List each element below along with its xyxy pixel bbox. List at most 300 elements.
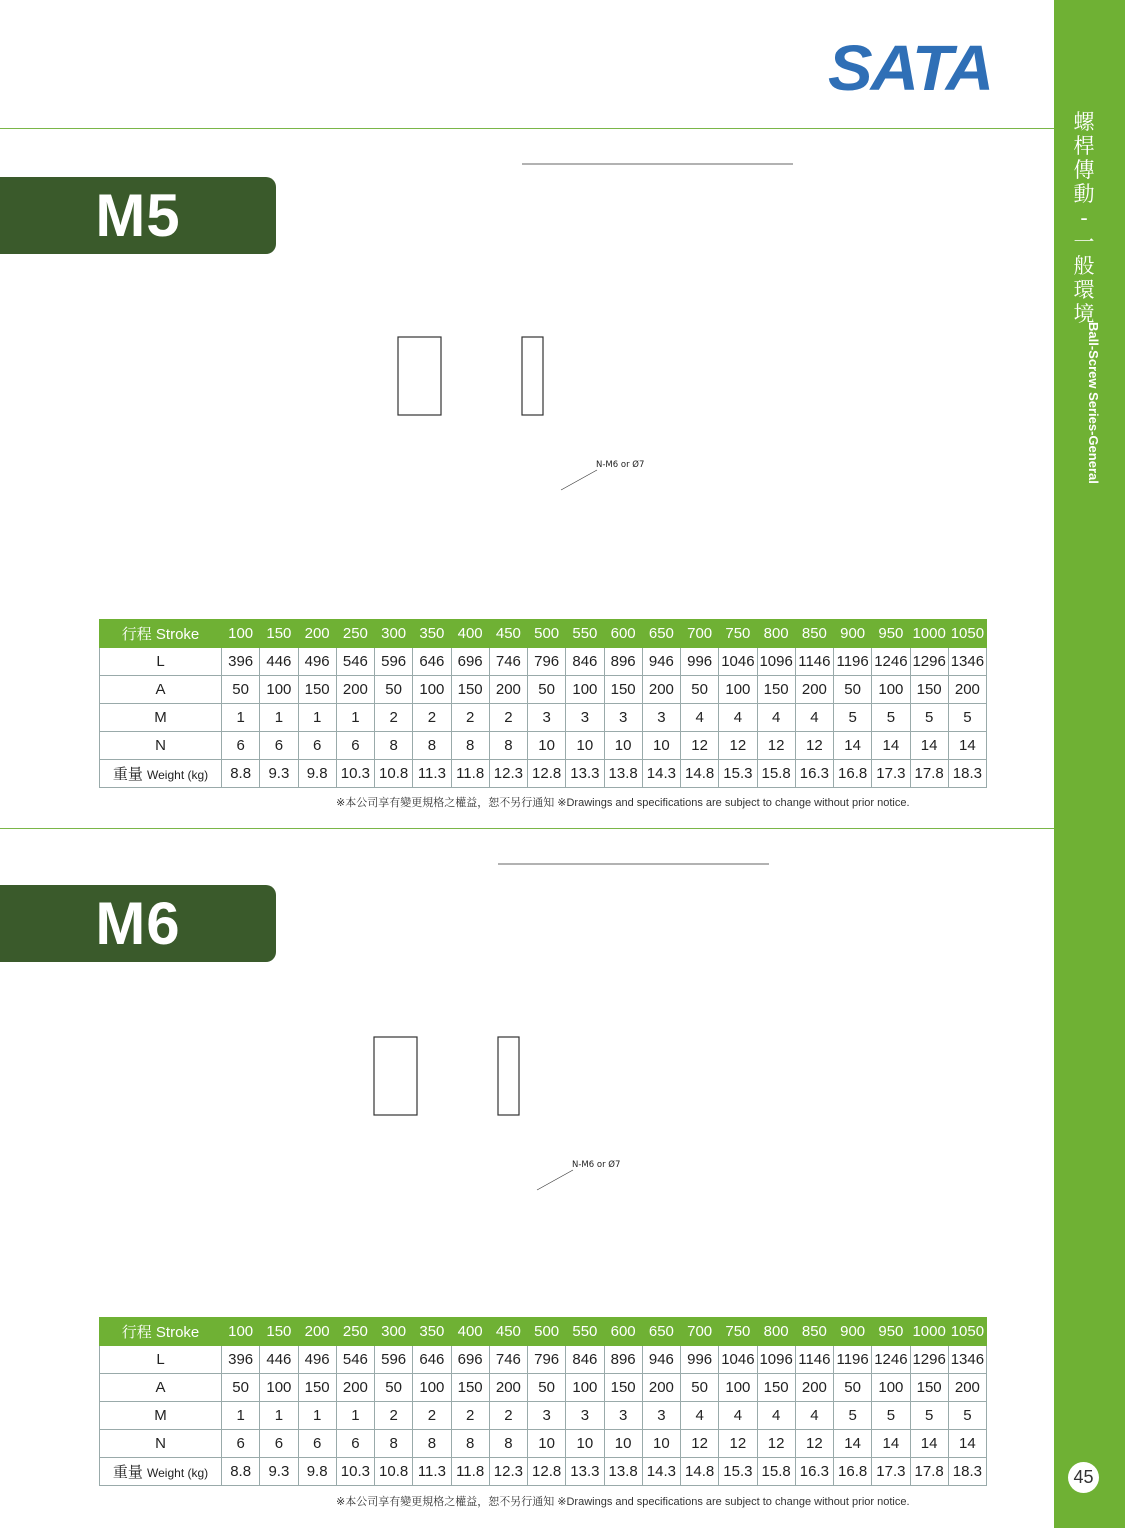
header-label: 行程 Stroke	[100, 620, 222, 648]
table-cell: 150	[451, 1374, 489, 1402]
stroke-header-cell: 300	[375, 620, 413, 648]
table-cell: 17.8	[910, 1458, 948, 1486]
table-row	[100, 1430, 987, 1458]
stroke-header-cell: 550	[566, 1318, 604, 1346]
table-cell: 200	[336, 676, 374, 704]
table-cell: 10.8	[375, 760, 413, 788]
table-cell: 150	[604, 1374, 642, 1402]
table-cell: 100	[413, 1374, 451, 1402]
table-cell: 5	[872, 704, 910, 732]
table-cell: 10	[642, 732, 680, 760]
table-cell: 396	[222, 1346, 260, 1374]
stroke-header-cell: 650	[642, 620, 680, 648]
row-label-text: A	[155, 681, 166, 698]
table-cell: 9.3	[260, 760, 298, 788]
table-cell: 100	[719, 676, 757, 704]
table-cell: 200	[948, 676, 986, 704]
sidebar-char: -	[1080, 206, 1088, 230]
table-cell: 6	[222, 732, 260, 760]
table-cell: 200	[642, 1374, 680, 1402]
table-cell: 446	[260, 1346, 298, 1374]
stroke-header-cell: 250	[336, 1318, 374, 1346]
stroke-header-cell: 900	[834, 620, 872, 648]
table-cell: 396	[222, 648, 260, 676]
table-cell: 10.3	[336, 1458, 374, 1486]
table-cell: 1146	[795, 648, 833, 676]
table-cell: 2	[413, 1402, 451, 1430]
table-cell: 8	[489, 1430, 527, 1458]
n-m6-label: N-M6 or Ø7	[572, 1160, 621, 1170]
table-cell: 746	[489, 648, 527, 676]
table-cell: 3	[566, 704, 604, 732]
table-cell: 1246	[872, 648, 910, 676]
table-cell: 100	[260, 1374, 298, 1402]
stroke-header-cell: 100	[222, 620, 260, 648]
table-cell: 5	[910, 1402, 948, 1430]
table-cell: 496	[298, 648, 336, 676]
table-cell: 14.8	[681, 1458, 719, 1486]
table-cell: 6	[336, 732, 374, 760]
table-row	[100, 732, 987, 760]
table-cell: 12	[757, 732, 795, 760]
table-cell: 10.8	[375, 1458, 413, 1486]
stroke-header-cell: 750	[719, 620, 757, 648]
table-cell: 150	[604, 676, 642, 704]
table-cell: 8	[489, 732, 527, 760]
table-cell: 1	[222, 704, 260, 732]
table-cell: 14.3	[642, 760, 680, 788]
table-cell: 16.8	[834, 1458, 872, 1486]
table-cell: 12.3	[489, 760, 527, 788]
row-label-text: N	[155, 737, 166, 754]
table-cell: 13.3	[566, 1458, 604, 1486]
page-number: 45	[1068, 1462, 1099, 1493]
table-cell: 896	[604, 648, 642, 676]
table-cell: 1346	[948, 648, 986, 676]
table-cell: 200	[336, 1374, 374, 1402]
sidebar-title-en: Ball-Screw Series-General	[1086, 322, 1101, 484]
table-cell: 150	[298, 676, 336, 704]
table-cell: 18.3	[948, 760, 986, 788]
table-cell: 646	[413, 1346, 451, 1374]
table-cell: 6	[298, 1430, 336, 1458]
table-cell: 100	[566, 1374, 604, 1402]
row-label	[100, 704, 222, 732]
table-cell: 17.8	[910, 760, 948, 788]
table-row	[100, 704, 987, 732]
table-header-row	[100, 1318, 987, 1346]
table-cell: 10	[566, 732, 604, 760]
end-view	[398, 337, 441, 415]
table-cell: 1196	[834, 648, 872, 676]
row-label	[100, 760, 222, 788]
table-cell: 696	[451, 1346, 489, 1374]
stroke-header-cell: 800	[757, 620, 795, 648]
table-cell: 14	[834, 1430, 872, 1458]
stroke-header-cell: 700	[681, 1318, 719, 1346]
table-cell: 15.3	[719, 1458, 757, 1486]
table-cell: 50	[222, 1374, 260, 1402]
table-cell: 12.3	[489, 1458, 527, 1486]
table-cell: 5	[834, 704, 872, 732]
table-cell: 1	[336, 704, 374, 732]
stroke-header-cell: 350	[413, 620, 451, 648]
table-cell: 50	[528, 676, 566, 704]
table-cell: 16.3	[795, 1458, 833, 1486]
table-cell: 496	[298, 1346, 336, 1374]
sidebar-char: 桿	[1073, 134, 1095, 158]
table-cell: 2	[375, 704, 413, 732]
table-cell: 896	[604, 1346, 642, 1374]
row-label-text: 重量	[112, 766, 143, 783]
table-cell: 150	[757, 1374, 795, 1402]
table-cell: 17.3	[872, 1458, 910, 1486]
table-cell: 8.8	[222, 760, 260, 788]
table-cell: 12	[681, 732, 719, 760]
m6-technical-drawing	[341, 857, 841, 1289]
table-cell: 10	[528, 732, 566, 760]
sidebar-char: 一	[1073, 230, 1095, 254]
table-cell: 50	[528, 1374, 566, 1402]
table-cell: 150	[910, 1374, 948, 1402]
row-label-text: 重量	[112, 1464, 143, 1481]
stroke-header-cell: 200	[298, 1318, 336, 1346]
table-cell: 1296	[910, 648, 948, 676]
row-label-text: A	[155, 1379, 166, 1396]
table-cell: 1296	[910, 1346, 948, 1374]
table-cell: 14	[872, 732, 910, 760]
table-row	[100, 676, 987, 704]
table-cell: 10	[528, 1430, 566, 1458]
row-label-small: Weight (kg)	[147, 768, 209, 782]
table-cell: 1	[298, 704, 336, 732]
sidebar-char: 螺	[1073, 110, 1095, 134]
stroke-header-cell: 700	[681, 620, 719, 648]
table-cell: 8	[413, 732, 451, 760]
sidebar-char: 傳	[1073, 158, 1095, 182]
table-cell: 13.8	[604, 760, 642, 788]
m5-technical-drawing	[365, 157, 865, 589]
table-cell: 5	[948, 704, 986, 732]
table-cell: 3	[604, 704, 642, 732]
table-cell: 10	[566, 1430, 604, 1458]
table-cell: 3	[604, 1402, 642, 1430]
table-row	[100, 1458, 987, 1486]
table-cell: 12	[681, 1430, 719, 1458]
row-label-text: M	[154, 709, 167, 726]
table-cell: 14	[910, 732, 948, 760]
table-cell: 10	[604, 732, 642, 760]
table-cell: 2	[451, 704, 489, 732]
table-cell: 15.8	[757, 1458, 795, 1486]
table-cell: 14.3	[642, 1458, 680, 1486]
table-cell: 11.8	[451, 760, 489, 788]
end-view	[374, 1037, 417, 1115]
table-cell: 4	[681, 704, 719, 732]
stroke-header-cell: 850	[795, 1318, 833, 1346]
side-view	[498, 1037, 519, 1115]
stroke-header-cell: 1000	[910, 1318, 948, 1346]
bottom-view	[537, 1159, 620, 1190]
table-cell: 15.3	[719, 760, 757, 788]
table-cell: 4	[681, 1402, 719, 1430]
stroke-header-cell: 350	[413, 1318, 451, 1346]
row-label	[100, 1346, 222, 1374]
model-badge-m6: M6	[0, 885, 276, 962]
row-label	[100, 1458, 222, 1486]
table-cell: 1196	[834, 1346, 872, 1374]
table-cell: 200	[795, 676, 833, 704]
row-label	[100, 1374, 222, 1402]
sata-logo	[826, 34, 994, 96]
table-cell: 996	[681, 648, 719, 676]
table-cell: 14	[872, 1430, 910, 1458]
table-cell: 2	[375, 1402, 413, 1430]
row-label-text: L	[156, 1351, 165, 1368]
stroke-header-cell: 150	[260, 620, 298, 648]
table-cell: 8	[375, 1430, 413, 1458]
n-m6-label: N-M6 or Ø7	[596, 460, 645, 470]
table-cell: 5	[948, 1402, 986, 1430]
table-row	[100, 1402, 987, 1430]
table-cell: 50	[681, 1374, 719, 1402]
table-cell: 3	[642, 1402, 680, 1430]
stroke-header-cell: 100	[222, 1318, 260, 1346]
table-cell: 4	[795, 704, 833, 732]
table-cell: 1046	[719, 1346, 757, 1374]
side-view	[522, 337, 543, 415]
table-cell: 546	[336, 1346, 374, 1374]
table-cell: 5	[834, 1402, 872, 1430]
table-cell: 996	[681, 1346, 719, 1374]
table-cell: 9.3	[260, 1458, 298, 1486]
svg-text:SATA: SATA	[828, 34, 992, 96]
table-cell: 14	[910, 1430, 948, 1458]
stroke-header-cell: 450	[489, 1318, 527, 1346]
table-cell: 16.8	[834, 760, 872, 788]
row-label	[100, 732, 222, 760]
table-cell: 1	[260, 704, 298, 732]
table-cell: 6	[260, 732, 298, 760]
table-cell: 10.3	[336, 760, 374, 788]
table-cell: 11.8	[451, 1458, 489, 1486]
row-label	[100, 1402, 222, 1430]
table-cell: 946	[642, 1346, 680, 1374]
stroke-header-cell: 450	[489, 620, 527, 648]
stroke-header-cell: 650	[642, 1318, 680, 1346]
stroke-header-cell: 400	[451, 620, 489, 648]
header-label: 行程 Stroke	[100, 1318, 222, 1346]
table-cell: 50	[222, 676, 260, 704]
table-cell: 50	[834, 1374, 872, 1402]
table-cell: 1346	[948, 1346, 986, 1374]
table-cell: 8	[451, 1430, 489, 1458]
table-cell: 9.8	[298, 760, 336, 788]
bottom-view	[561, 459, 644, 490]
table-cell: 12	[795, 732, 833, 760]
table-cell: 10	[604, 1430, 642, 1458]
stroke-header-cell: 300	[375, 1318, 413, 1346]
m5-spec-note: ※本公司享有變更規格之權益，恕不另行通知 ※Drawings and specifications are subject to change without prior notice.	[336, 797, 910, 809]
stroke-header-cell: 900	[834, 1318, 872, 1346]
table-cell: 1	[336, 1402, 374, 1430]
row-label-small: Weight (kg)	[147, 1466, 209, 1480]
table-cell: 1	[260, 1402, 298, 1430]
table-cell: 200	[948, 1374, 986, 1402]
table-cell: 16.3	[795, 760, 833, 788]
table-cell: 4	[795, 1402, 833, 1430]
table-row	[100, 1374, 987, 1402]
top-divider	[0, 128, 1054, 129]
table-cell: 6	[298, 732, 336, 760]
table-cell: 2	[489, 1402, 527, 1430]
table-cell: 1146	[795, 1346, 833, 1374]
table-cell: 150	[757, 676, 795, 704]
table-cell: 12	[719, 732, 757, 760]
table-cell: 596	[375, 1346, 413, 1374]
table-row	[100, 760, 987, 788]
stroke-header-cell: 1000	[910, 620, 948, 648]
table-cell: 200	[489, 676, 527, 704]
stroke-header-cell: 600	[604, 620, 642, 648]
stroke-header-cell: 500	[528, 620, 566, 648]
table-row	[100, 648, 987, 676]
table-cell: 200	[489, 1374, 527, 1402]
table-cell: 14	[948, 1430, 986, 1458]
sidebar-char: 環	[1073, 278, 1095, 302]
row-label	[100, 1430, 222, 1458]
table-cell: 11.3	[413, 760, 451, 788]
table-cell: 15.8	[757, 760, 795, 788]
table-cell: 150	[910, 676, 948, 704]
table-cell: 12	[795, 1430, 833, 1458]
row-label	[100, 648, 222, 676]
table-cell: 2	[451, 1402, 489, 1430]
table-cell: 17.3	[872, 760, 910, 788]
table-cell: 14	[834, 732, 872, 760]
table-cell: 150	[451, 676, 489, 704]
table-cell: 100	[566, 676, 604, 704]
stroke-header-cell: 750	[719, 1318, 757, 1346]
table-cell: 646	[413, 648, 451, 676]
sidebar-char: 動	[1073, 182, 1095, 206]
table-cell: 100	[719, 1374, 757, 1402]
table-cell: 4	[757, 1402, 795, 1430]
table-cell: 13.3	[566, 760, 604, 788]
table-cell: 100	[872, 1374, 910, 1402]
table-cell: 4	[757, 704, 795, 732]
table-cell: 100	[413, 676, 451, 704]
table-cell: 50	[681, 676, 719, 704]
table-cell: 4	[719, 704, 757, 732]
table-cell: 3	[642, 704, 680, 732]
m6-spec-table	[99, 1317, 987, 1486]
table-cell: 50	[375, 676, 413, 704]
table-cell: 2	[489, 704, 527, 732]
table-cell: 6	[260, 1430, 298, 1458]
table-row	[100, 1346, 987, 1374]
table-cell: 5	[910, 704, 948, 732]
table-cell: 846	[566, 648, 604, 676]
table-cell: 8.8	[222, 1458, 260, 1486]
stroke-header-cell: 500	[528, 1318, 566, 1346]
table-cell: 3	[528, 704, 566, 732]
table-cell: 546	[336, 648, 374, 676]
table-cell: 1	[222, 1402, 260, 1430]
table-cell: 3	[528, 1402, 566, 1430]
table-cell: 8	[375, 732, 413, 760]
stroke-header-cell: 150	[260, 1318, 298, 1346]
table-cell: 596	[375, 648, 413, 676]
stroke-header-cell: 1050	[948, 1318, 986, 1346]
table-cell: 9.8	[298, 1458, 336, 1486]
stroke-header-cell: 550	[566, 620, 604, 648]
table-cell: 6	[336, 1430, 374, 1458]
table-cell: 8	[413, 1430, 451, 1458]
table-cell: 12.8	[528, 760, 566, 788]
row-label-text: L	[156, 653, 165, 670]
table-header-row	[100, 620, 987, 648]
sidebar-char: 境	[1073, 302, 1095, 326]
table-cell: 446	[260, 648, 298, 676]
row-label	[100, 676, 222, 704]
table-cell: 5	[872, 1402, 910, 1430]
sidebar-char: 般	[1073, 254, 1095, 278]
table-cell: 12.8	[528, 1458, 566, 1486]
section-divider	[0, 828, 1054, 829]
table-cell: 3	[566, 1402, 604, 1430]
table-cell: 696	[451, 648, 489, 676]
table-cell: 10	[642, 1430, 680, 1458]
table-cell: 2	[413, 704, 451, 732]
table-cell: 150	[298, 1374, 336, 1402]
table-cell: 946	[642, 648, 680, 676]
table-cell: 200	[795, 1374, 833, 1402]
row-label-text: M	[154, 1407, 167, 1424]
sidebar-title-cn	[1071, 110, 1097, 326]
stroke-header-cell: 1050	[948, 620, 986, 648]
stroke-header-cell: 950	[872, 1318, 910, 1346]
stroke-header-cell: 850	[795, 620, 833, 648]
table-cell: 846	[566, 1346, 604, 1374]
table-cell: 1046	[719, 648, 757, 676]
table-cell: 8	[451, 732, 489, 760]
table-cell: 100	[260, 676, 298, 704]
stroke-header-cell: 400	[451, 1318, 489, 1346]
table-cell: 12	[719, 1430, 757, 1458]
table-cell: 746	[489, 1346, 527, 1374]
table-cell: 11.3	[413, 1458, 451, 1486]
stroke-header-cell: 950	[872, 620, 910, 648]
table-cell: 1	[298, 1402, 336, 1430]
table-cell: 14	[948, 732, 986, 760]
table-cell: 14.8	[681, 760, 719, 788]
table-cell: 796	[528, 648, 566, 676]
stroke-header-cell: 600	[604, 1318, 642, 1346]
table-cell: 1246	[872, 1346, 910, 1374]
m6-spec-note: ※本公司享有變更規格之權益，恕不另行通知 ※Drawings and specifications are subject to change without prior notice.	[336, 1496, 910, 1508]
table-cell: 13.8	[604, 1458, 642, 1486]
table-cell: 1096	[757, 1346, 795, 1374]
table-cell: 50	[375, 1374, 413, 1402]
table-cell: 50	[834, 676, 872, 704]
table-cell: 18.3	[948, 1458, 986, 1486]
stroke-header-cell: 200	[298, 620, 336, 648]
table-cell: 6	[222, 1430, 260, 1458]
table-cell: 1096	[757, 648, 795, 676]
stroke-header-cell: 800	[757, 1318, 795, 1346]
row-label-text: N	[155, 1435, 166, 1452]
